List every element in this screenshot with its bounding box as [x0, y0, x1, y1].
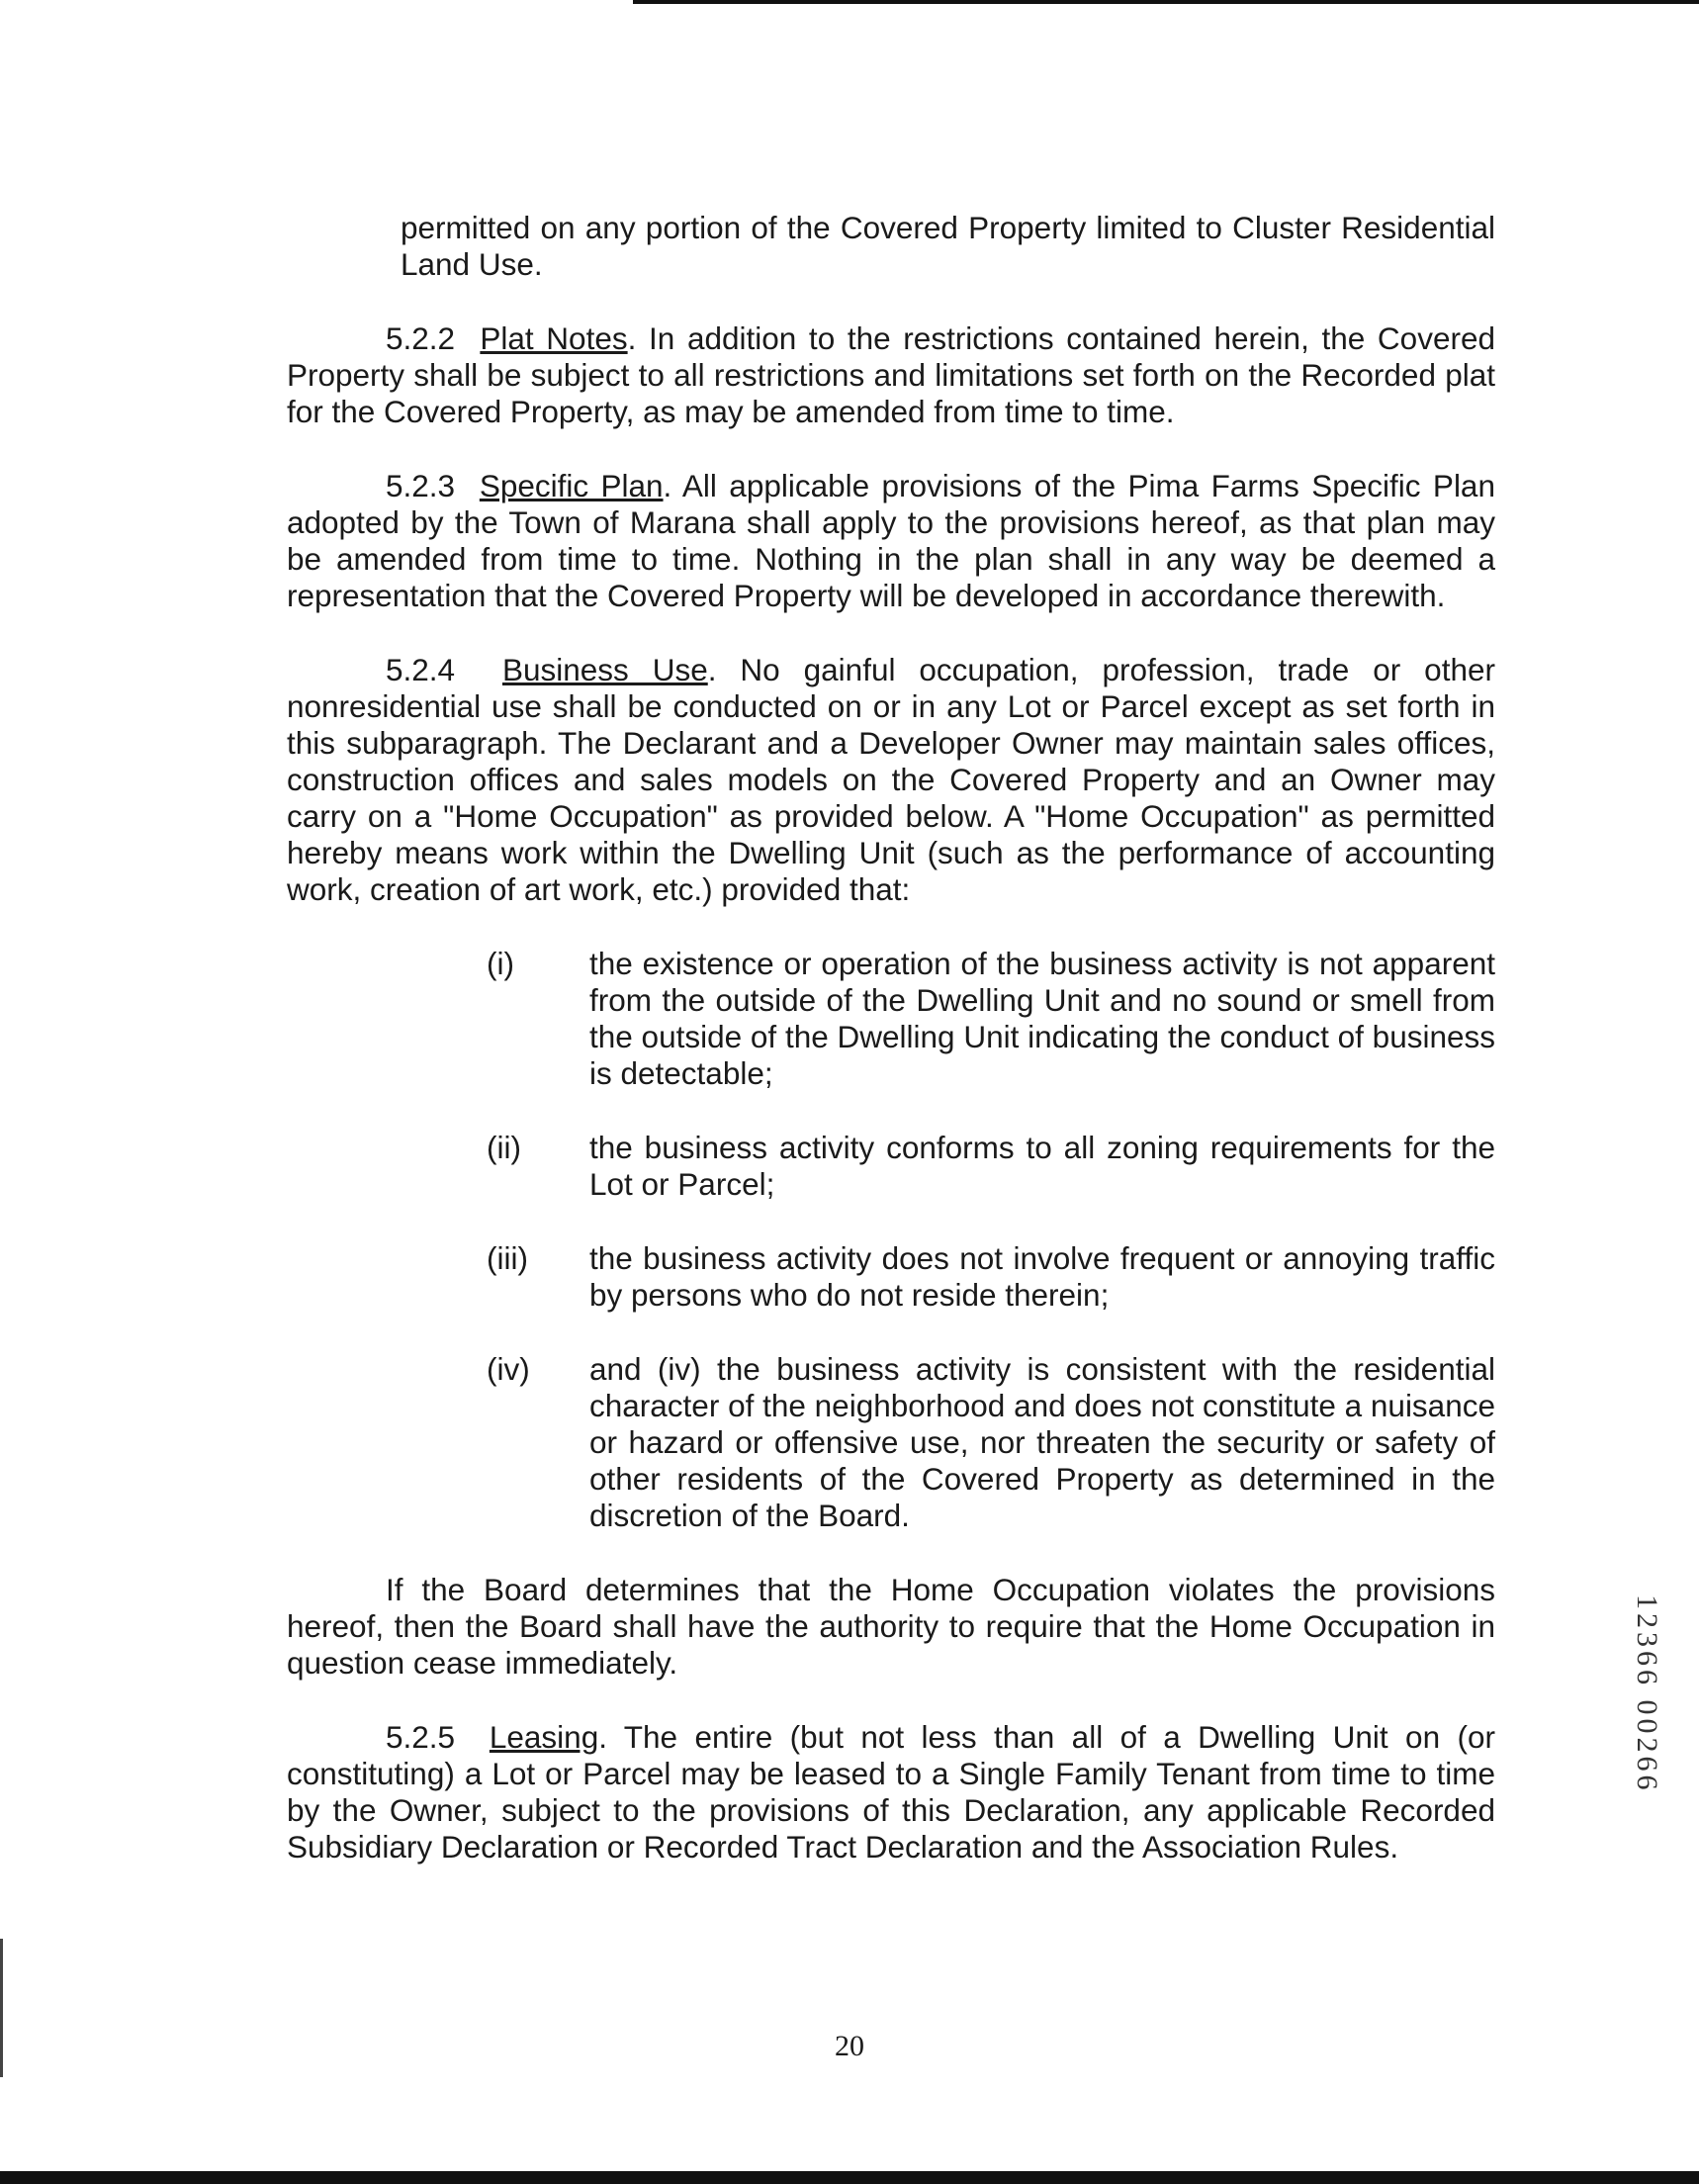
- section-5-2-5: [287, 1719, 1495, 1866]
- conditions-list: [287, 946, 1495, 1534]
- list-item-label: (iv): [487, 1351, 530, 1387]
- section-heading: Specific Plan: [479, 468, 664, 503]
- list-item-text: the business activity does not involve frequent or annoying traffic by persons who do not reside therein;: [589, 1240, 1495, 1313]
- section-heading: Plat Notes: [480, 320, 628, 356]
- section-heading: Leasing: [489, 1719, 599, 1755]
- section-number: 5.2.5: [386, 1719, 456, 1755]
- list-item-label: (ii): [487, 1130, 521, 1165]
- list-item-label: (iii): [487, 1240, 528, 1276]
- section-text: . The entire (but not less than all of a Dwelling Unit on (or constituting) a Lot or Parcel may be leased to a Single Family Tenant from time to time by the Owner, subject to the provisions of this Declaration, any applicable Recorded Subsidiary Declaration or Recorded Tract Declaration and the Association Rules.: [287, 1719, 1495, 1865]
- section-number: 5.2.4: [386, 652, 456, 687]
- scan-border-top: [633, 0, 1699, 4]
- section-5-2-2: [287, 320, 1495, 430]
- scan-border-bottom: [0, 2171, 1699, 2184]
- section-5-2-3: [287, 468, 1495, 614]
- list-item: [287, 1130, 1495, 1203]
- section-5-2-4: [287, 652, 1495, 908]
- closing-paragraph: If the Board determines that the Home Occupation violates the provisions hereof, then the Board shall have the authority to require that the Home Occupation in question cease immediately.: [287, 1572, 1495, 1681]
- section-number: 5.2.2: [386, 320, 456, 356]
- section-text: . All applicable provisions of the Pima Farms Specific Plan adopted by the Town of Marana shall apply to the provisions hereof, as that plan may be amended from time to time. Nothing in the plan shall in any way be deemed a representation that the Covered Property will be developed in accordance therewith.: [287, 468, 1495, 613]
- document-page: [287, 210, 1495, 1903]
- section-text: . No gainful occupation, profession, trade or other nonresidential use shall be conducted on or in any Lot or Parcel except as set forth in this subparagraph. The Declarant and a Developer Owner may maintain sales offices, construction offices and sales models on the Covered Property and an Owner may carry on a "Home Occupation" as provided below. A "Home Occupation" as permitted hereby means work within the Dwelling Unit (such as the performance of accounting work, creation of art work, etc.) provided that:: [287, 652, 1495, 907]
- recording-number: 12366 00266: [1631, 1594, 1663, 1794]
- section-text: . In addition to the restrictions contained herein, the Covered Property shall be subject to all restrictions and limitations set forth on the Recorded plat for the Covered Property, as may be amended from time to time.: [287, 320, 1495, 429]
- section-heading: Business Use: [501, 652, 708, 687]
- list-item-label: (i): [487, 946, 514, 981]
- section-number: 5.2.3: [386, 468, 456, 503]
- list-item-text: and (iv) the business activity is consistent with the residential character of the neighborhood and does not constitute a nuisance or hazard or offensive use, nor threaten the security or safety of other residents of the Covered Property as determined in the discretion of the Board.: [589, 1351, 1495, 1533]
- list-item: [287, 1351, 1495, 1534]
- list-item: [287, 1240, 1495, 1314]
- list-item-text: the existence or operation of the business activity is not apparent from the outside of the Dwelling Unit and no sound or smell from the outside of the Dwelling Unit indicating the conduct of business is detectable;: [589, 946, 1495, 1091]
- list-item: [287, 946, 1495, 1092]
- intro-paragraph: permitted on any portion of the Covered Property limited to Cluster Residential Land Use.: [401, 210, 1495, 282]
- list-item-text: the business activity conforms to all zoning requirements for the Lot or Parcel;: [589, 1130, 1495, 1202]
- page-number: 20: [835, 2030, 864, 2062]
